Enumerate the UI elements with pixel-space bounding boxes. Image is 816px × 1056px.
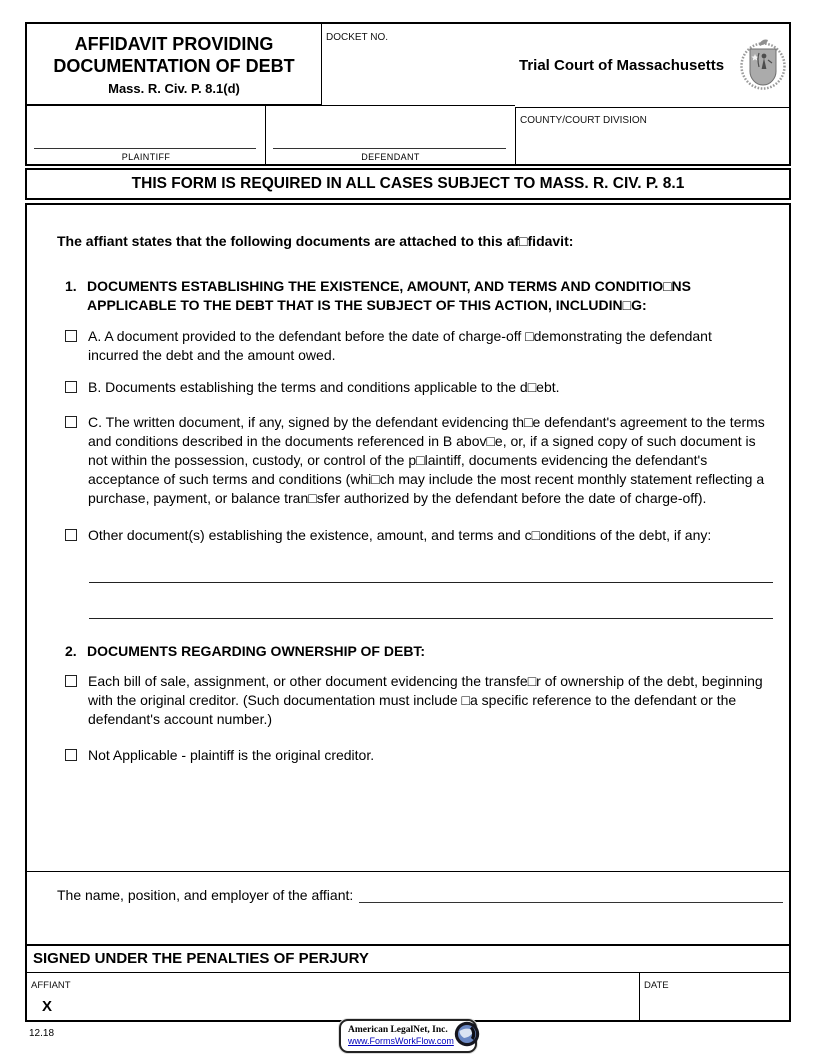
county-division-label: COUNTY/COURT DIVISION bbox=[520, 115, 647, 126]
affiant-intro-statement: The affiant states that the following documents are attached to this af□fidavit: bbox=[57, 233, 574, 249]
vendor-name: American LegalNet, Inc. bbox=[348, 1025, 448, 1035]
checkbox-bill-of-sale[interactable] bbox=[65, 675, 77, 687]
plaintiff-write-line[interactable] bbox=[34, 148, 256, 149]
section1-heading bbox=[65, 277, 779, 315]
massachusetts-seal-icon bbox=[739, 35, 787, 96]
section2-heading-text: DOCUMENTS REGARDING OWNERSHIP OF DEBT: bbox=[87, 643, 426, 659]
checkbox-item-a-label: A. A document provided to the defendant before the date of charge-off □demonstrating the defendant incurred the debt and the amount owed. bbox=[88, 328, 712, 363]
date-label: DATE bbox=[644, 980, 669, 991]
form-title-line1: AFFIDAVIT PROVIDING bbox=[74, 34, 274, 54]
form-rule-citation: Mass. R. Civ. P. 8.1(d) bbox=[108, 81, 240, 96]
checkbox-other[interactable] bbox=[65, 529, 77, 541]
plaintiff-label: PLAINTIFF bbox=[121, 152, 171, 162]
perjury-statement: SIGNED UNDER THE PENALTIES OF PERJURY bbox=[25, 946, 791, 973]
checkbox-item-c bbox=[65, 413, 779, 508]
form-body bbox=[25, 203, 791, 872]
form-version: 12.18 bbox=[29, 1028, 55, 1039]
section1-number: 1. bbox=[65, 278, 77, 294]
signature-row bbox=[25, 973, 791, 1022]
court-name: Trial Court of Massachusetts bbox=[519, 57, 725, 74]
affiant-name-row bbox=[25, 872, 791, 946]
affiant-name-write-line[interactable] bbox=[359, 886, 783, 903]
defendant-write-line[interactable] bbox=[273, 148, 506, 149]
docket-number-field[interactable] bbox=[322, 22, 515, 106]
checkbox-not-applicable[interactable] bbox=[65, 749, 77, 761]
globe-icon bbox=[454, 1021, 480, 1052]
checkbox-c[interactable] bbox=[65, 416, 77, 428]
form-title-line2: DOCUMENTATION OF DEBT bbox=[53, 56, 295, 76]
checkbox-item-b bbox=[65, 378, 779, 397]
docket-number-label: DOCKET NO. bbox=[326, 32, 389, 43]
checkbox-a[interactable] bbox=[65, 330, 77, 342]
checkbox-item-b-label: B. Documents establishing the terms and conditions applicable to the d□ebt. bbox=[88, 379, 560, 395]
checkbox-item-bill-of-sale bbox=[65, 672, 779, 729]
signature-x-mark: X bbox=[42, 998, 53, 1015]
checkbox-item-not-applicable bbox=[65, 746, 779, 765]
checkbox-item-other bbox=[65, 526, 779, 545]
date-field[interactable] bbox=[639, 973, 789, 1020]
american-legalnet-logo bbox=[339, 1019, 477, 1053]
checkbox-item-bill-of-sale-label: Each bill of sale, assignment, or other document evidencing the transfe□r of ownership of the debt, beginning with the original creditor. (Such documentation must include □a specific reference to the defendant or the defendant's account number.) bbox=[88, 673, 763, 727]
court-cell bbox=[515, 22, 791, 108]
defendant-field[interactable] bbox=[265, 106, 515, 166]
plaintiff-field[interactable] bbox=[25, 106, 265, 166]
section2-heading bbox=[65, 642, 779, 661]
affiant-name-label: The name, position, and employer of the affiant: bbox=[57, 887, 354, 903]
affiant-label: AFFIANT bbox=[31, 980, 71, 991]
section2-number: 2. bbox=[65, 643, 77, 659]
required-form-notice: THIS FORM IS REQUIRED IN ALL CASES SUBJECT TO MASS. R. CIV. P. 8.1 bbox=[25, 168, 791, 200]
checkbox-item-not-applicable-label: Not Applicable - plaintiff is the original creditor. bbox=[88, 747, 375, 763]
vendor-url-link[interactable]: www.FormsWorkFlow.com bbox=[348, 1036, 454, 1046]
section1-heading-text: DOCUMENTS ESTABLISHING THE EXISTENCE, AMOUNT, AND TERMS AND CONDITIO□NS APPLICABLE TO THE DEBT THAT IS THE SUBJECT OF THIS ACTION, INCLUDIN□G: bbox=[87, 278, 691, 313]
affiant-signature-field[interactable] bbox=[27, 973, 639, 1020]
checkbox-b[interactable] bbox=[65, 381, 77, 393]
checkbox-item-other-label: Other document(s) establishing the existence, amount, and terms and c□onditions of the debt, if any: bbox=[88, 527, 712, 543]
other-documents-write-line-1[interactable] bbox=[89, 582, 773, 583]
checkbox-item-a bbox=[65, 327, 779, 365]
county-division-field[interactable] bbox=[515, 108, 791, 166]
other-documents-write-line-2[interactable] bbox=[89, 618, 773, 619]
defendant-label: DEFENDANT bbox=[361, 152, 420, 162]
checkbox-item-c-label: C. The written document, if any, signed by the defendant evidencing th□e defendant's agreement to the terms and conditions described in the documents referenced in B abov□e, or, if a signed copy of such document is not within the possession, custody, or control of the p□laintiff, documents evidencing the defendant's acceptance of such terms and conditions (whi□ch may include the most recent monthly statement reflecting a purchase, payment, or balance tran□sfer authorized by the defendant before the date of charge-off). bbox=[88, 414, 765, 506]
form-title-block bbox=[25, 22, 322, 106]
